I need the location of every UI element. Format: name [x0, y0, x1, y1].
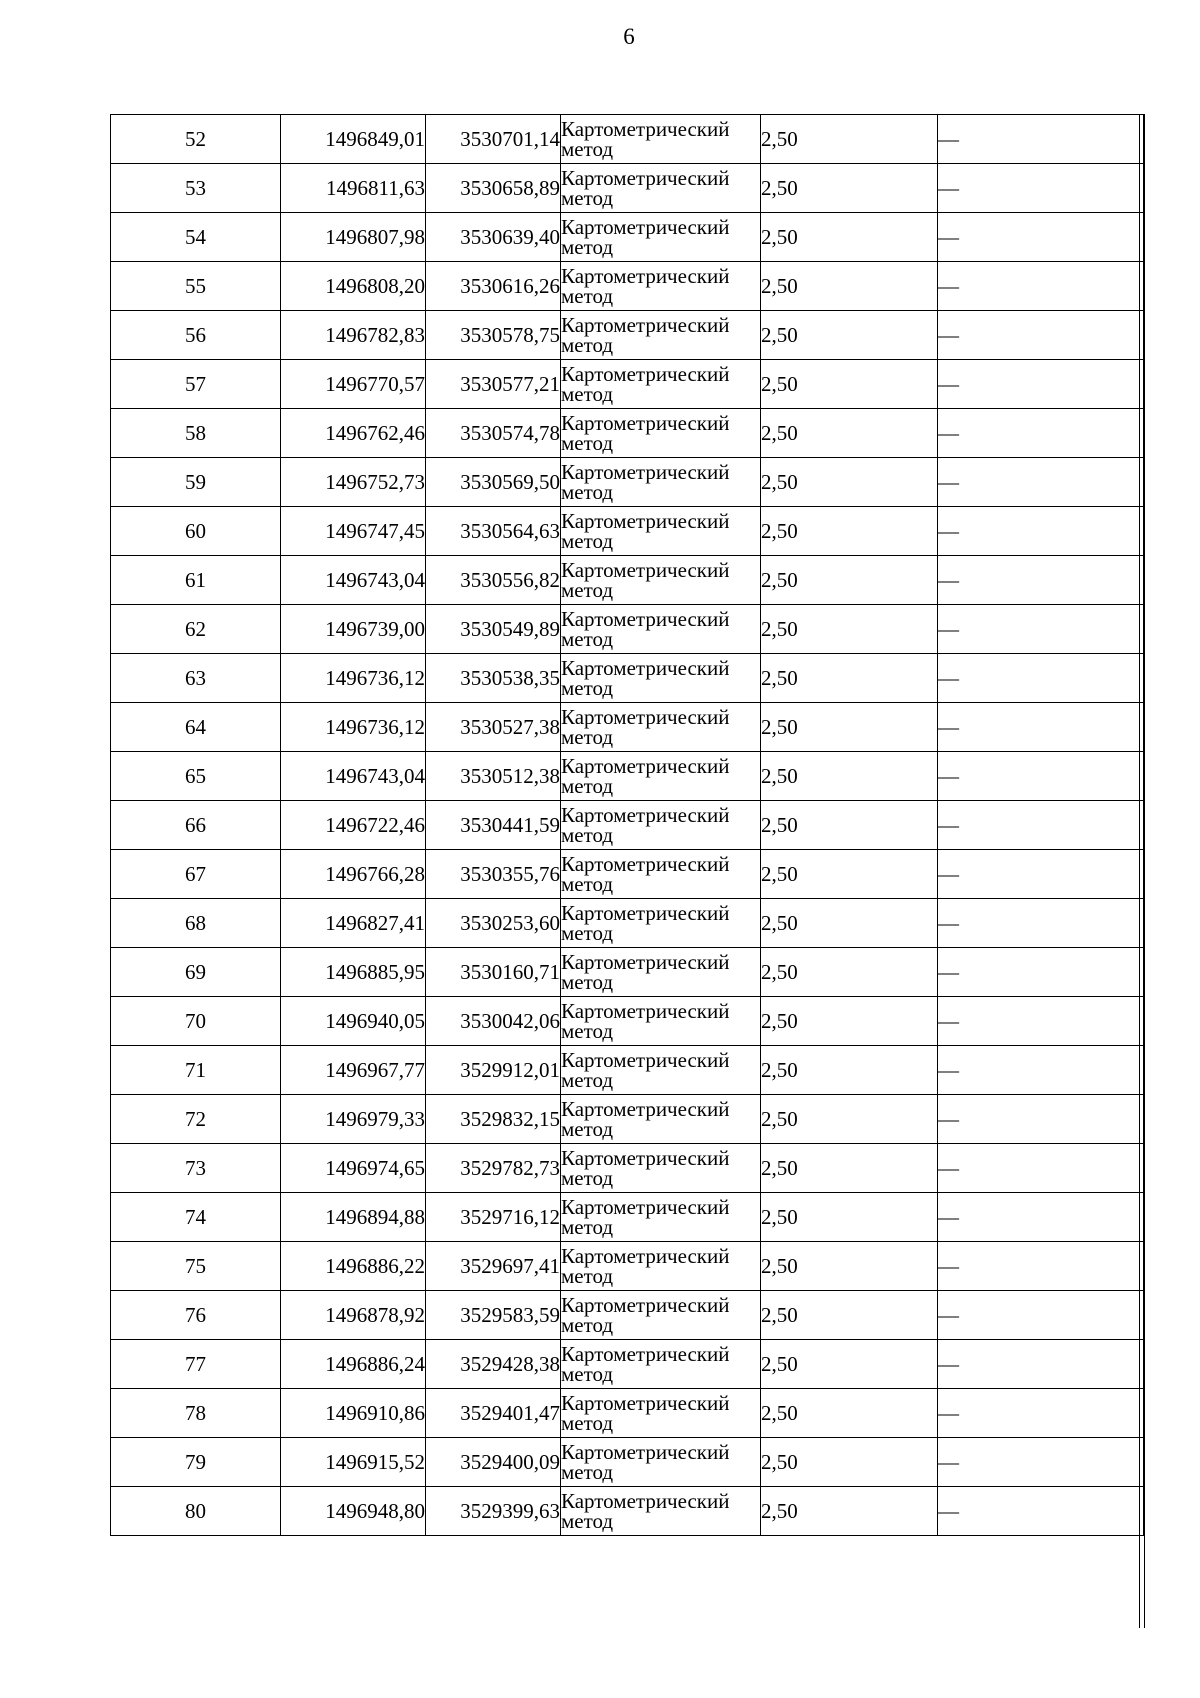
y-coordinate-cell: 3529583,59: [426, 1291, 561, 1340]
point-number-cell: 67: [111, 850, 281, 899]
point-number-cell: 68: [111, 899, 281, 948]
method-line-2: метод: [561, 1166, 614, 1190]
method-line-2: метод: [561, 1117, 614, 1141]
point-number-cell: 80: [111, 1487, 281, 1536]
method-line-2: метод: [561, 970, 614, 994]
y-coordinate-cell: 3529697,41: [426, 1242, 561, 1291]
y-coordinate-cell: 3530441,59: [426, 801, 561, 850]
y-coordinate-cell: 3530577,21: [426, 360, 561, 409]
table-row: [111, 1144, 1144, 1193]
method-cell: [561, 1095, 761, 1144]
accuracy-cell: 2,50: [761, 605, 938, 654]
x-coordinate-cell: 1496886,22: [281, 1242, 426, 1291]
y-coordinate-cell: 3530658,89: [426, 164, 561, 213]
method-cell: [561, 409, 761, 458]
method-line-1: Картометрический: [561, 362, 730, 386]
accuracy-cell: 2,50: [761, 311, 938, 360]
method-cell: [561, 507, 761, 556]
x-coordinate-cell: 1496782,83: [281, 311, 426, 360]
x-coordinate-cell: 1496885,95: [281, 948, 426, 997]
description-cell: —: [938, 1046, 1144, 1095]
point-number-cell: 75: [111, 1242, 281, 1291]
point-number-cell: 53: [111, 164, 281, 213]
accuracy-cell: 2,50: [761, 1046, 938, 1095]
method-line-2: метод: [561, 1411, 614, 1435]
method-cell: [561, 997, 761, 1046]
point-number-cell: 72: [111, 1095, 281, 1144]
method-line-1: Картометрический: [561, 754, 730, 778]
table-right-double-border: [1139, 114, 1145, 1628]
x-coordinate-cell: 1496974,65: [281, 1144, 426, 1193]
table-row: [111, 213, 1144, 262]
accuracy-cell: 2,50: [761, 997, 938, 1046]
method-cell: [561, 1487, 761, 1536]
table-row: [111, 654, 1144, 703]
description-cell: —: [938, 899, 1144, 948]
table-row: [111, 948, 1144, 997]
table-row: [111, 1291, 1144, 1340]
table-row: [111, 115, 1144, 164]
method-line-2: метод: [561, 235, 614, 259]
method-line-1: Картометрический: [561, 1342, 730, 1366]
description-cell: —: [938, 850, 1144, 899]
description-cell: —: [938, 948, 1144, 997]
point-number-cell: 60: [111, 507, 281, 556]
method-cell: [561, 556, 761, 605]
method-cell: [561, 1291, 761, 1340]
method-line-2: метод: [561, 529, 614, 553]
y-coordinate-cell: 3530556,82: [426, 556, 561, 605]
table-row: [111, 556, 1144, 605]
table-row: [111, 605, 1144, 654]
method-cell: [561, 850, 761, 899]
y-coordinate-cell: 3530616,26: [426, 262, 561, 311]
y-coordinate-cell: 3530569,50: [426, 458, 561, 507]
point-number-cell: 56: [111, 311, 281, 360]
accuracy-cell: 2,50: [761, 752, 938, 801]
method-line-1: Картометрический: [561, 803, 730, 827]
x-coordinate-cell: 1496747,45: [281, 507, 426, 556]
method-cell: [561, 213, 761, 262]
x-coordinate-cell: 1496752,73: [281, 458, 426, 507]
y-coordinate-cell: 3530639,40: [426, 213, 561, 262]
point-number-cell: 66: [111, 801, 281, 850]
method-line-2: метод: [561, 1509, 614, 1533]
description-cell: —: [938, 1487, 1144, 1536]
method-cell: [561, 801, 761, 850]
y-coordinate-cell: 3529782,73: [426, 1144, 561, 1193]
y-coordinate-cell: 3529401,47: [426, 1389, 561, 1438]
method-cell: [561, 1193, 761, 1242]
table-row: [111, 1242, 1144, 1291]
method-line-1: Картометрический: [561, 1195, 730, 1219]
y-coordinate-cell: 3529832,15: [426, 1095, 561, 1144]
description-cell: —: [938, 703, 1144, 752]
method-cell: [561, 605, 761, 654]
method-line-1: Картометрический: [561, 950, 730, 974]
table-row: [111, 997, 1144, 1046]
method-line-2: метод: [561, 872, 614, 896]
table-row: [111, 752, 1144, 801]
accuracy-cell: 2,50: [761, 1487, 938, 1536]
description-cell: —: [938, 262, 1144, 311]
y-coordinate-cell: 3530042,06: [426, 997, 561, 1046]
y-coordinate-cell: 3530538,35: [426, 654, 561, 703]
method-line-2: метод: [561, 186, 614, 210]
point-number-cell: 59: [111, 458, 281, 507]
method-line-2: метод: [561, 627, 614, 651]
method-cell: [561, 654, 761, 703]
point-number-cell: 70: [111, 997, 281, 1046]
accuracy-cell: 2,50: [761, 1340, 938, 1389]
x-coordinate-cell: 1496722,46: [281, 801, 426, 850]
coordinates-table-body: [111, 115, 1144, 1536]
y-coordinate-cell: 3529716,12: [426, 1193, 561, 1242]
x-coordinate-cell: 1496967,77: [281, 1046, 426, 1095]
table-row: [111, 1487, 1144, 1536]
accuracy-cell: 2,50: [761, 360, 938, 409]
y-coordinate-cell: 3529400,09: [426, 1438, 561, 1487]
description-cell: —: [938, 213, 1144, 262]
y-coordinate-cell: 3530564,63: [426, 507, 561, 556]
method-line-1: Картометрический: [561, 1244, 730, 1268]
x-coordinate-cell: 1496915,52: [281, 1438, 426, 1487]
method-line-1: Картометрический: [561, 509, 730, 533]
x-coordinate-cell: 1496886,24: [281, 1340, 426, 1389]
accuracy-cell: 2,50: [761, 801, 938, 850]
point-number-cell: 62: [111, 605, 281, 654]
description-cell: —: [938, 556, 1144, 605]
x-coordinate-cell: 1496811,63: [281, 164, 426, 213]
x-coordinate-cell: 1496940,05: [281, 997, 426, 1046]
accuracy-cell: 2,50: [761, 556, 938, 605]
x-coordinate-cell: 1496807,98: [281, 213, 426, 262]
method-line-1: Картометрический: [561, 166, 730, 190]
method-line-1: Картометрический: [561, 313, 730, 337]
y-coordinate-cell: 3530701,14: [426, 115, 561, 164]
accuracy-cell: 2,50: [761, 262, 938, 311]
method-line-1: Картометрический: [561, 656, 730, 680]
y-coordinate-cell: 3530512,38: [426, 752, 561, 801]
x-coordinate-cell: 1496739,00: [281, 605, 426, 654]
method-cell: [561, 1438, 761, 1487]
method-line-1: Картометрический: [561, 1489, 730, 1513]
method-line-2: метод: [561, 921, 614, 945]
point-number-cell: 63: [111, 654, 281, 703]
table-row: [111, 311, 1144, 360]
method-line-1: Картометрический: [561, 607, 730, 631]
accuracy-cell: 2,50: [761, 164, 938, 213]
method-line-2: метод: [561, 578, 614, 602]
method-cell: [561, 311, 761, 360]
accuracy-cell: 2,50: [761, 654, 938, 703]
method-cell: [561, 360, 761, 409]
x-coordinate-cell: 1496979,33: [281, 1095, 426, 1144]
method-line-1: Картометрический: [561, 852, 730, 876]
description-cell: —: [938, 115, 1144, 164]
description-cell: —: [938, 1242, 1144, 1291]
method-cell: [561, 115, 761, 164]
x-coordinate-cell: 1496736,12: [281, 654, 426, 703]
method-line-2: метод: [561, 725, 614, 749]
method-line-2: метод: [561, 774, 614, 798]
method-line-2: метод: [561, 1019, 614, 1043]
method-line-1: Картометрический: [561, 1048, 730, 1072]
description-cell: —: [938, 1193, 1144, 1242]
method-line-2: метод: [561, 676, 614, 700]
method-line-1: Картометрический: [561, 705, 730, 729]
method-cell: [561, 1242, 761, 1291]
method-line-1: Картометрический: [561, 460, 730, 484]
accuracy-cell: 2,50: [761, 115, 938, 164]
x-coordinate-cell: 1496948,80: [281, 1487, 426, 1536]
method-line-2: метод: [561, 480, 614, 504]
method-line-2: метод: [561, 1215, 614, 1239]
table-row: [111, 360, 1144, 409]
method-cell: [561, 899, 761, 948]
point-number-cell: 61: [111, 556, 281, 605]
description-cell: —: [938, 1340, 1144, 1389]
method-line-1: Картометрический: [561, 1293, 730, 1317]
table-row: [111, 164, 1144, 213]
x-coordinate-cell: 1496849,01: [281, 115, 426, 164]
description-cell: —: [938, 1095, 1144, 1144]
page-number: 6: [623, 24, 635, 49]
point-number-cell: 58: [111, 409, 281, 458]
x-coordinate-cell: 1496770,57: [281, 360, 426, 409]
x-coordinate-cell: 1496736,12: [281, 703, 426, 752]
method-cell: [561, 1340, 761, 1389]
method-line-2: метод: [561, 1068, 614, 1092]
table-row: [111, 1389, 1144, 1438]
method-cell: [561, 458, 761, 507]
accuracy-cell: 2,50: [761, 213, 938, 262]
accuracy-cell: 2,50: [761, 507, 938, 556]
y-coordinate-cell: 3529428,38: [426, 1340, 561, 1389]
description-cell: —: [938, 654, 1144, 703]
x-coordinate-cell: 1496808,20: [281, 262, 426, 311]
method-line-2: метод: [561, 1460, 614, 1484]
description-cell: —: [938, 360, 1144, 409]
accuracy-cell: 2,50: [761, 1193, 938, 1242]
method-line-2: метод: [561, 1313, 614, 1337]
method-line-1: Картометрический: [561, 1440, 730, 1464]
x-coordinate-cell: 1496827,41: [281, 899, 426, 948]
method-line-2: метод: [561, 284, 614, 308]
point-number-cell: 65: [111, 752, 281, 801]
description-cell: —: [938, 409, 1144, 458]
table-row: [111, 801, 1144, 850]
y-coordinate-cell: 3530574,78: [426, 409, 561, 458]
y-coordinate-cell: 3530578,75: [426, 311, 561, 360]
coordinates-table-container: [110, 114, 1143, 1536]
accuracy-cell: 2,50: [761, 850, 938, 899]
description-cell: —: [938, 1389, 1144, 1438]
x-coordinate-cell: 1496762,46: [281, 409, 426, 458]
point-number-cell: 74: [111, 1193, 281, 1242]
method-line-2: метод: [561, 823, 614, 847]
method-line-1: Картометрический: [561, 1097, 730, 1121]
description-cell: —: [938, 1291, 1144, 1340]
accuracy-cell: 2,50: [761, 1438, 938, 1487]
description-cell: —: [938, 1144, 1144, 1193]
table-row: [111, 409, 1144, 458]
method-line-1: Картометрический: [561, 411, 730, 435]
y-coordinate-cell: 3530527,38: [426, 703, 561, 752]
accuracy-cell: 2,50: [761, 458, 938, 507]
x-coordinate-cell: 1496743,04: [281, 556, 426, 605]
table-row: [111, 703, 1144, 752]
method-cell: [561, 1046, 761, 1095]
point-number-cell: 76: [111, 1291, 281, 1340]
x-coordinate-cell: 1496766,28: [281, 850, 426, 899]
description-cell: —: [938, 997, 1144, 1046]
y-coordinate-cell: 3530160,71: [426, 948, 561, 997]
point-number-cell: 52: [111, 115, 281, 164]
method-line-1: Картометрический: [561, 901, 730, 925]
method-cell: [561, 262, 761, 311]
coordinates-table: [110, 114, 1144, 1536]
method-line-1: Картометрический: [561, 264, 730, 288]
method-line-1: Картометрический: [561, 1391, 730, 1415]
x-coordinate-cell: 1496894,88: [281, 1193, 426, 1242]
y-coordinate-cell: 3530355,76: [426, 850, 561, 899]
accuracy-cell: 2,50: [761, 409, 938, 458]
description-cell: —: [938, 458, 1144, 507]
table-row: [111, 262, 1144, 311]
description-cell: —: [938, 507, 1144, 556]
accuracy-cell: 2,50: [761, 1389, 938, 1438]
x-coordinate-cell: 1496910,86: [281, 1389, 426, 1438]
method-cell: [561, 752, 761, 801]
method-cell: [561, 164, 761, 213]
method-line-2: метод: [561, 333, 614, 357]
method-cell: [561, 1144, 761, 1193]
method-line-2: метод: [561, 137, 614, 161]
table-row: [111, 850, 1144, 899]
point-number-cell: 71: [111, 1046, 281, 1095]
description-cell: —: [938, 605, 1144, 654]
description-cell: —: [938, 752, 1144, 801]
accuracy-cell: 2,50: [761, 1291, 938, 1340]
method-line-1: Картометрический: [561, 1146, 730, 1170]
accuracy-cell: 2,50: [761, 899, 938, 948]
method-line-1: Картометрический: [561, 558, 730, 582]
table-row: [111, 1046, 1144, 1095]
point-number-cell: 64: [111, 703, 281, 752]
point-number-cell: 54: [111, 213, 281, 262]
method-line-2: метод: [561, 382, 614, 406]
accuracy-cell: 2,50: [761, 1242, 938, 1291]
table-row: [111, 507, 1144, 556]
table-row: [111, 1438, 1144, 1487]
description-cell: —: [938, 1438, 1144, 1487]
method-cell: [561, 948, 761, 997]
table-row: [111, 1095, 1144, 1144]
method-cell: [561, 703, 761, 752]
method-line-1: Картометрический: [561, 215, 730, 239]
point-number-cell: 78: [111, 1389, 281, 1438]
y-coordinate-cell: 3529399,63: [426, 1487, 561, 1536]
point-number-cell: 55: [111, 262, 281, 311]
x-coordinate-cell: 1496743,04: [281, 752, 426, 801]
accuracy-cell: 2,50: [761, 703, 938, 752]
x-coordinate-cell: 1496878,92: [281, 1291, 426, 1340]
point-number-cell: 69: [111, 948, 281, 997]
y-coordinate-cell: 3530549,89: [426, 605, 561, 654]
description-cell: —: [938, 164, 1144, 213]
point-number-cell: 73: [111, 1144, 281, 1193]
description-cell: —: [938, 311, 1144, 360]
method-line-2: метод: [561, 431, 614, 455]
accuracy-cell: 2,50: [761, 948, 938, 997]
point-number-cell: 57: [111, 360, 281, 409]
method-cell: [561, 1389, 761, 1438]
table-row: [111, 1193, 1144, 1242]
accuracy-cell: 2,50: [761, 1144, 938, 1193]
y-coordinate-cell: 3530253,60: [426, 899, 561, 948]
method-line-2: метод: [561, 1362, 614, 1386]
method-line-2: метод: [561, 1264, 614, 1288]
table-row: [111, 1340, 1144, 1389]
accuracy-cell: 2,50: [761, 1095, 938, 1144]
table-row: [111, 458, 1144, 507]
point-number-cell: 79: [111, 1438, 281, 1487]
method-line-1: Картометрический: [561, 117, 730, 141]
description-cell: —: [938, 801, 1144, 850]
table-row: [111, 899, 1144, 948]
y-coordinate-cell: 3529912,01: [426, 1046, 561, 1095]
method-line-1: Картометрический: [561, 999, 730, 1023]
point-number-cell: 77: [111, 1340, 281, 1389]
